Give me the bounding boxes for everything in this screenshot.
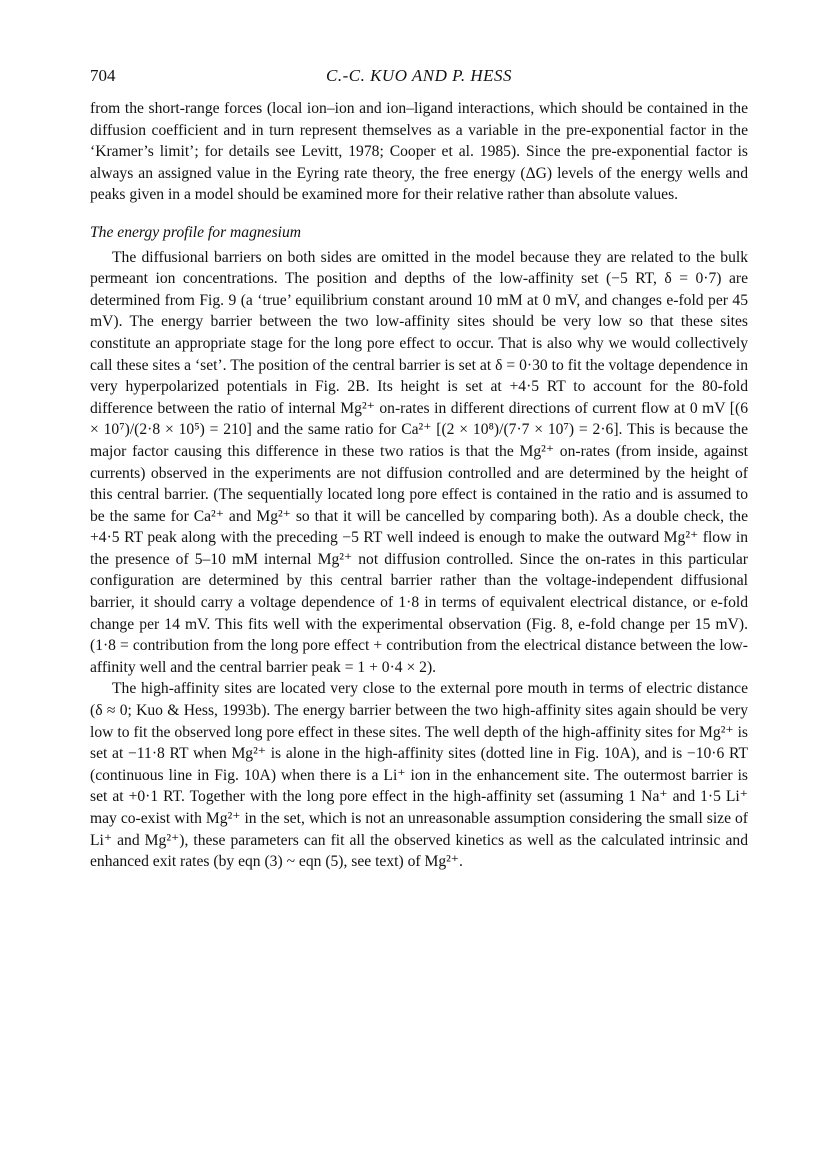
paragraph-magnesium-profile: The diffusional barriers on both sides are omitted in the model because they are related to the bulk permeant ion concentrations. The position and depths of the low-affinity set (−5 RT, δ = 0·7) are determined from Fig. 9 (a ‘true’ equilibrium constant around 10 mM at 0 mV, and changes e-fold per 45 mV). The energy barrier between the two low-affinity sites should be very low so that these sites constitute an appropriate stage for the long pore effect to occur. That is also why we would collectively call these sites a ‘set’. The position of the central barrier is set at δ = 0·30 to fit the voltage dependence in very hyperpolarized potentials in Fig. 2B. Its height is set at +4·5 RT to account for the 80-fold difference between the ratio of internal Mg²⁺ on-rates in different directions of current flow at 0 mV [(6 × 10⁷)/(2·8 × 10⁵) = 210] and the same ratio for Ca²⁺ [(2 × 10⁸)/(7·7 × 10⁷) = 2·6]. This is because the major factor causing this difference in these two ratios is that the Mg²⁺ on-rates (from inside, against currents) observed in the experiments are not diffusion controlled and are determined by the height of this central barrier. (The sequentially located long pore effect is contained in the ratio and is assumed to be the same for Ca²⁺ and Mg²⁺ so that it will be cancelled by comparing both). As a double check, the +4·5 RT peak along with the preceding −5 RT well indeed is enough to make the outward Mg²⁺ flow in the presence of 5–10 mM internal Mg²⁺ not diffusion controlled. Since the on-rates in this particular configuration are determined by this central barrier rather than the voltage-independent diffusional barrier, it should carry a voltage dependence of 1·8 in terms of equivalent electrical distance, or e-fold change per 14 mV. This fits well with the experimental observation (Fig. 8, e-fold change per 15 mV). (1·8 = contribution from the long pore effect + contribution from the electrical distance between the low-affinity well and the central barrier peak = 1 + 0·4 × 2). <box>90 248 748 676</box>
journal-page <box>90 62 748 873</box>
running-header <box>90 62 748 90</box>
section-heading: The energy profile for magnesium <box>90 223 302 241</box>
paragraph-high-affinity-sites: The high-affinity sites are located very close to the external pore mouth in terms of electric distance (δ ≈ 0; Kuo & Hess, 1993b). The energy barrier between the two high-affinity sites again should be very low to fit the observed long pore effect in these sites. The well depth of the high-affinity sites for Mg²⁺ is set at −11·8 RT when Mg²⁺ is alone in the high-affinity sites (dotted line in Fig. 10A), and is −10·6 RT (continuous line in Fig. 10A) when there is a Li⁺ ion in the enhancement site. The outermost barrier is set at +0·1 RT. Together with the long pore effect in the high-affinity set (assuming 1 Na⁺ and 1·5 Li⁺ may co-exist with Mg²⁺ in the set, which is not an unreasonable assumption considering the small size of Li⁺ and Mg²⁺), these parameters can fit all the observed kinetics as well as the calculated intrinsic and enhanced exit rates (by eqn (3) ~ eqn (5), see text) of Mg²⁺. <box>90 680 748 871</box>
running-title: C.-C. KUO AND P. HESS <box>325 66 513 85</box>
paragraph-continued: from the short-range forces (local ion–ion and ion–ligand interactions, which should be contained in the diffusion coefficient and in turn represent themselves as a variable in the pre-exponential factor in the ‘Kramer’s limit’; for details see Levitt, 1978; Cooper et al. 1985). Since the pre-exponential factor is always an assigned value in the Eyring rate theory, the free energy (ΔG) levels of the energy wells and peaks given in a model should be examined more for their relative rather than absolute values. <box>90 100 748 204</box>
article-body <box>90 98 748 873</box>
page-number: 704 <box>90 66 116 85</box>
